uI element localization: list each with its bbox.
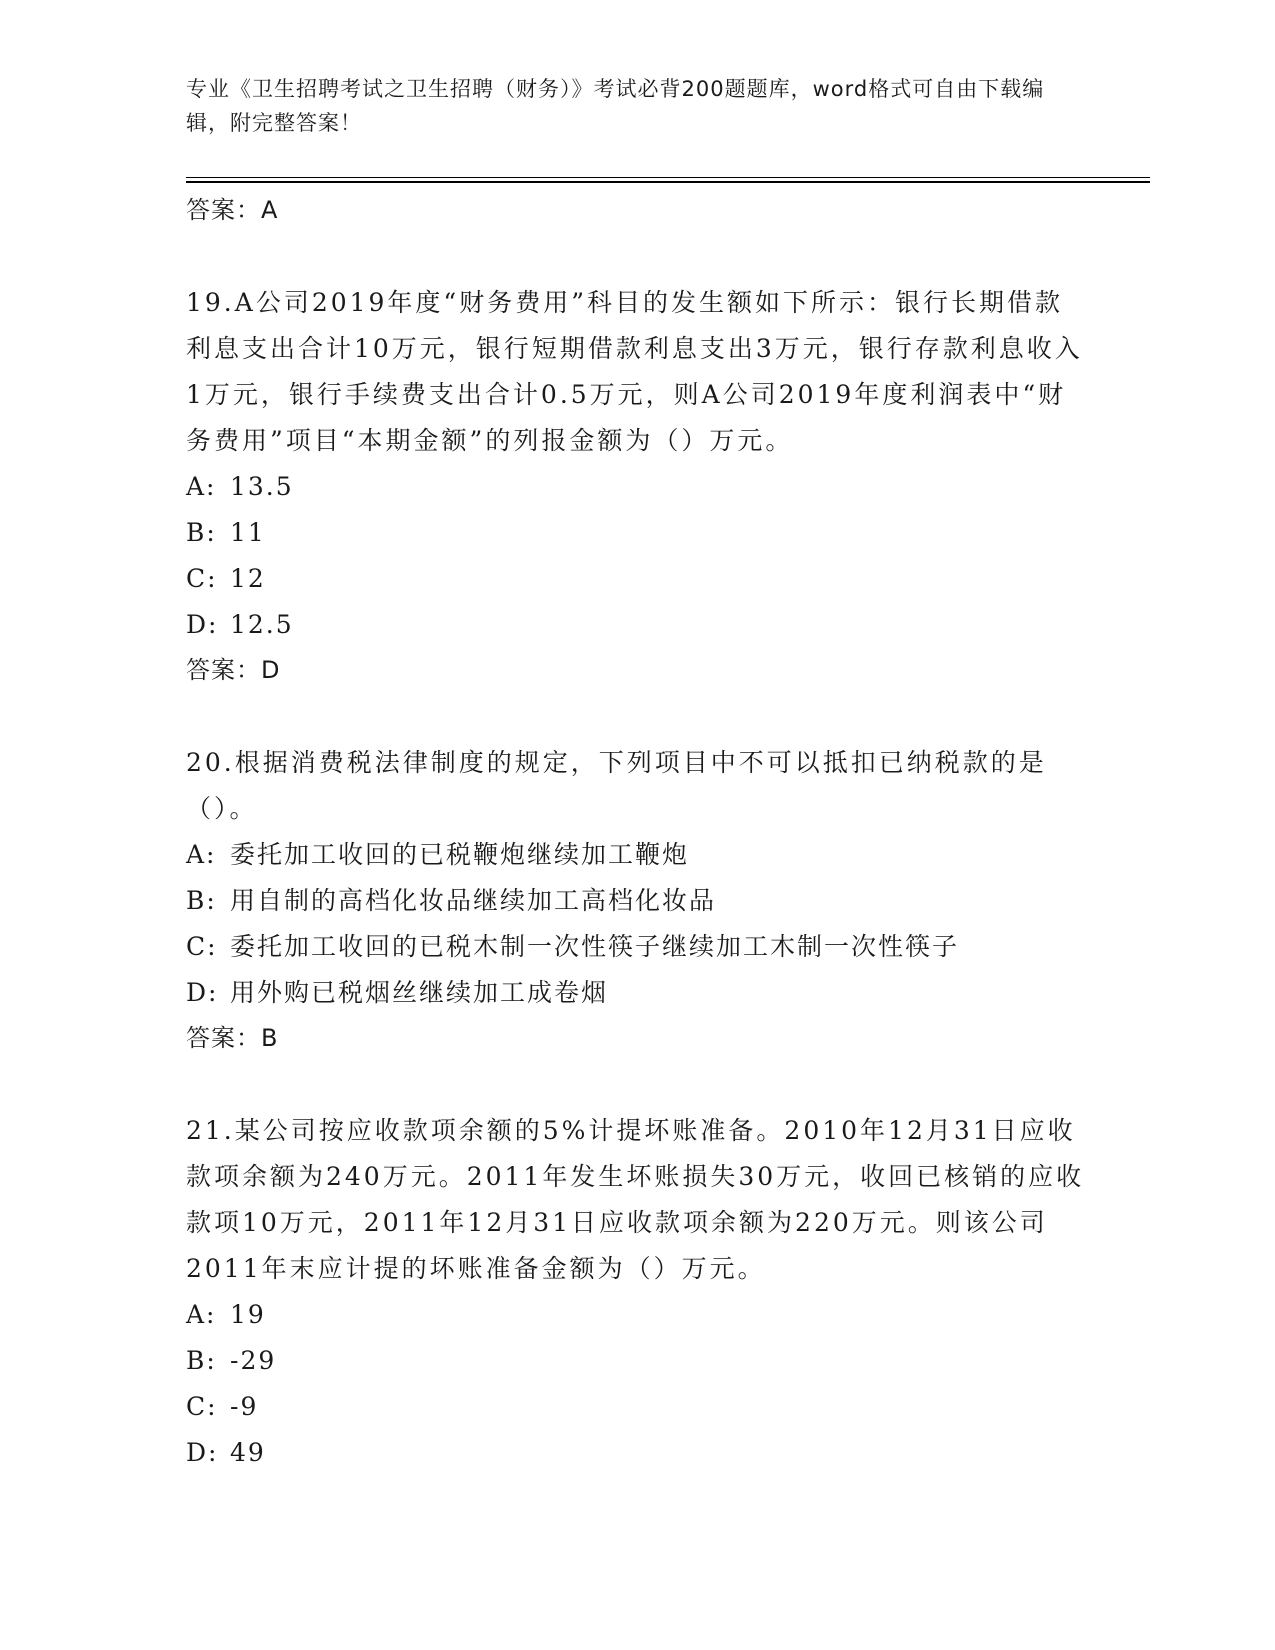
option-label: A: <box>186 1300 217 1329</box>
option-text: -29 <box>230 1346 277 1375</box>
option-text: 12.5 <box>230 610 294 639</box>
option-c <box>186 924 1086 970</box>
option-a <box>186 1292 1086 1338</box>
option-a <box>186 832 1086 878</box>
question-stem: 20.根据消费税法律制度的规定，下列项目中不可以抵扣已纳税款的是（）。 <box>186 748 1047 823</box>
question-19 <box>186 280 1086 693</box>
question-21 <box>186 1108 1086 1476</box>
header-divider-thin <box>186 177 1150 178</box>
option-b <box>186 510 1086 556</box>
option-label: C: <box>186 564 218 593</box>
option-d <box>186 970 1086 1016</box>
option-label: A: <box>186 472 217 501</box>
option-label: D: <box>186 978 219 1007</box>
question-answer: 答案：B <box>186 1024 279 1052</box>
option-text: 委托加工收回的已税木制一次性筷子继续加工木制一次性筷子 <box>230 932 960 961</box>
option-label: C: <box>186 1392 218 1421</box>
option-text: 12 <box>230 564 266 593</box>
question-stem: 21.某公司按应收款项余额的5%计提坏账准备。2010年12月31日应收款项余额为240万元。2011年发生坏账损失30万元，收回已核销的应收款项10万元，2011年12月31日应收款项余额为220万元。则该公司2011年末应计提的坏账准备金额为（）万元。 <box>186 1116 1085 1283</box>
option-label: D: <box>186 610 219 639</box>
question-list <box>186 188 1086 1476</box>
option-a <box>186 464 1086 510</box>
option-label: B: <box>186 518 217 547</box>
header-divider-thick <box>186 181 1150 183</box>
option-label: A: <box>186 840 217 869</box>
option-text: 11 <box>230 518 266 547</box>
option-text: 用自制的高档化妆品继续加工高档化妆品 <box>230 886 717 915</box>
question-stem: 19.A公司2019年度“财务费用”科目的发生额如下所示：银行长期借款利息支出合计10万元，银行短期借款利息支出3万元，银行存款利息收入1万元，银行手续费支出合计0.5万元，则A公司2019年度利润表中“财务费用”项目“本期金额”的列报金额为（）万元。 <box>186 288 1083 455</box>
option-text: 委托加工收回的已税鞭炮继续加工鞭炮 <box>230 840 690 869</box>
option-text: 用外购已税烟丝继续加工成卷烟 <box>230 978 609 1007</box>
option-d <box>186 1430 1086 1476</box>
question-20 <box>186 740 1086 1061</box>
option-text: -9 <box>230 1392 259 1421</box>
option-text: 13.5 <box>230 472 294 501</box>
option-label: C: <box>186 932 218 961</box>
question-answer: 答案：D <box>186 656 281 684</box>
option-d <box>186 602 1086 648</box>
top-answer: 答案：A <box>186 196 279 224</box>
document-header: 专业《卫生招聘考试之卫生招聘（财务）》考试必背200题题库，word格式可自由下载编辑，附完整答案！ <box>186 77 1045 135</box>
option-label: B: <box>186 1346 217 1375</box>
option-b <box>186 1338 1086 1384</box>
option-c <box>186 1384 1086 1430</box>
option-text: 19 <box>230 1300 266 1329</box>
option-label: B: <box>186 886 217 915</box>
option-c <box>186 556 1086 602</box>
option-label: D: <box>186 1438 219 1467</box>
option-text: 49 <box>230 1438 266 1467</box>
option-b <box>186 878 1086 924</box>
